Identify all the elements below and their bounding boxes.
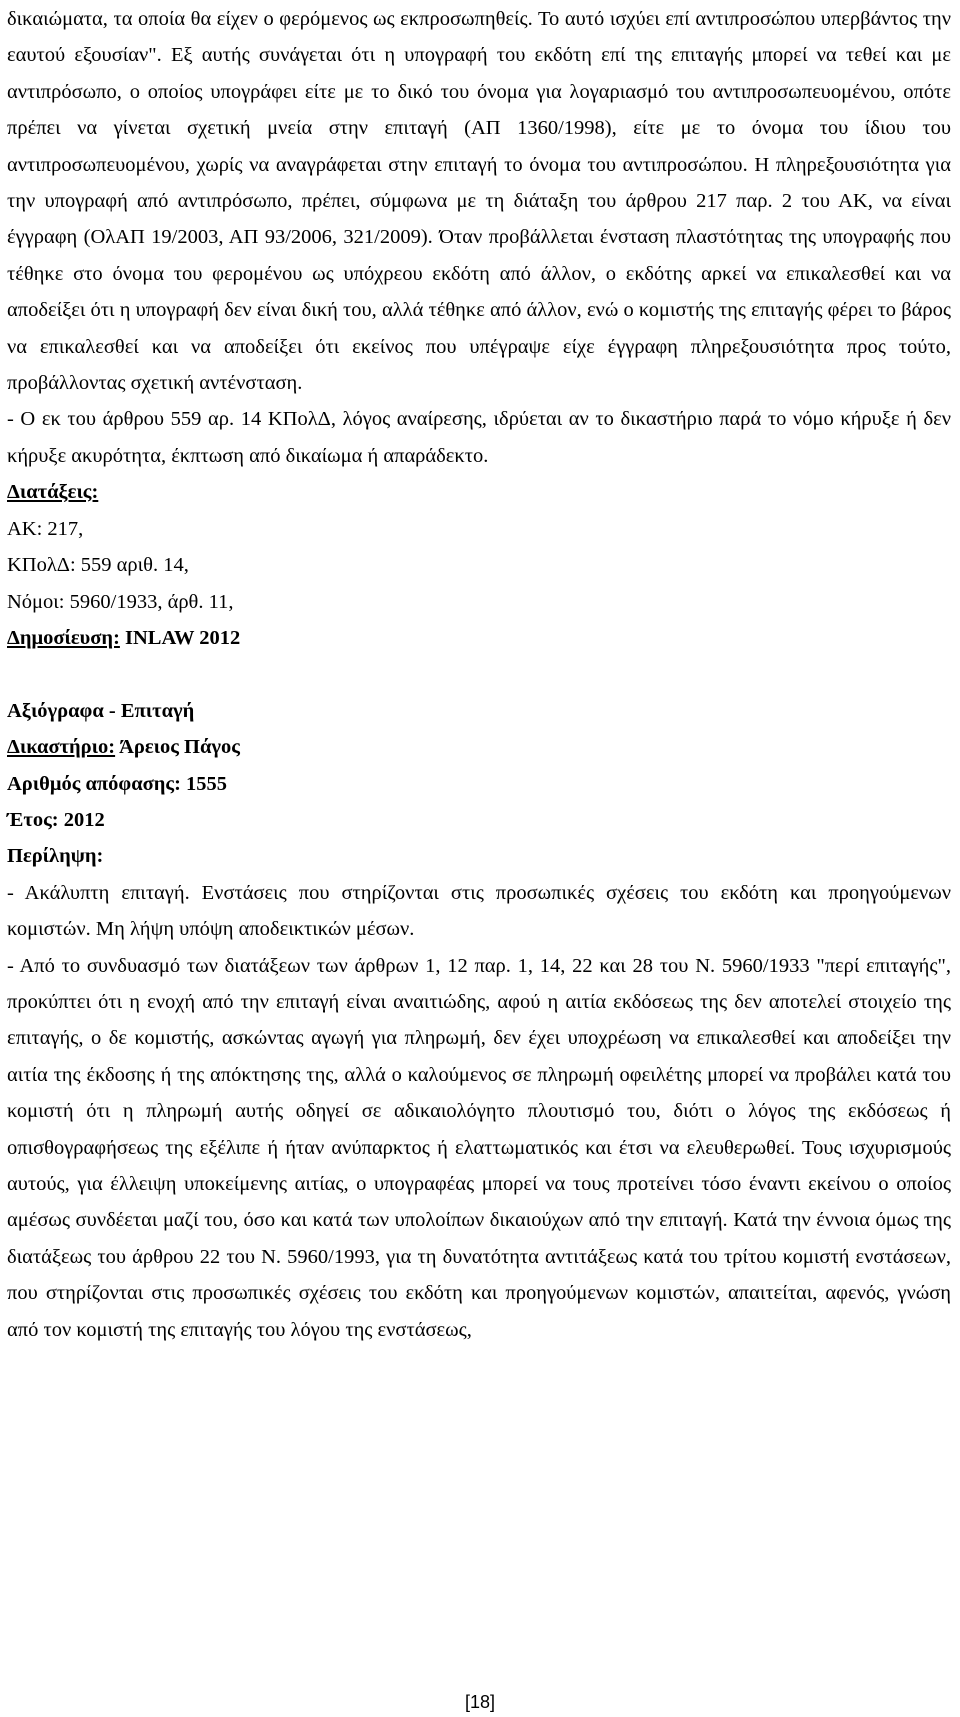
provisions-heading (7, 474, 951, 510)
page-content (7, 1, 951, 1348)
court-line (7, 729, 951, 765)
year-line (7, 802, 951, 838)
year-value: 2012 (58, 808, 105, 831)
page-number: [18] (464, 1692, 496, 1712)
body-paragraph: - Ο εκ του άρθρου 559 αρ. 14 ΚΠολΔ, λόγος αναίρεσης, ιδρύεται αν το δικαστήριο παρά το νόμο κήρυξε ή δεν κήρυξε ακυρότητα, έκπτωση από δικαίωμα ή απαράδεκτο. (7, 408, 951, 467)
summary-heading: Περίληψη: (7, 845, 104, 868)
publication-label: Δημοσίευση: (7, 626, 120, 649)
provision-line: Νόμοι: 5960/1933, άρθ. 11, (7, 590, 234, 613)
court-value: Άρειος Πάγος (115, 736, 240, 759)
publication-line (7, 620, 951, 656)
provision-line: ΚΠολΔ: 559 αριθ. 14, (7, 554, 189, 577)
summary-paragraph: - Ακάλυπτη επιταγή. Ενστάσεις που στηρίζονται στις προσωπικές σχέσεις του εκδότη και προηγούμενων κομιστών. Μη λήψη υπόψη αποδεικτικών μέσων. (7, 881, 951, 941)
summary-paragraph: - Από το συνδυασμό των διατάξεων των άρθρων 1, 12 παρ. 1, 14, 22 και 28 του Ν. 5960/1933 "περί επιταγής", προκύπτει ότι η ενοχή από την επιταγή είναι αναιτιώδης, αφού η αιτία εκδόσεως της δεν αποτελεί στοιχείο της επιταγής, ο δε κομιστής, ασκώντας αγωγή για πληρωμή, δεν έχει υποχρέωση να επικαλεσθεί και αποδείξει την αιτία της έκδοσης ή της απόκτησης της, αλλά ο καλούμενος σε πληρωμή οφειλέτης μπορεί να προβάλει κατά του κομιστή ότι η πληρωμή αυτής οδηγεί σε αδικαιολόγητο πλουτισμό του, διότι ο λόγος της εκδόσεως ή οπισθογραφήσεως της εξέλιπε ή ήταν ανύπαρκτος ή ελαττωματικός και έτσι να ελευθερωθεί. Τους ισχυρισμούς αυτούς, για έλλειψη υποκείμενης αιτίας, ο υπογραφέας μπορεί να τους προτείνει τόσο έναντι εκείνου ο οποίος αμέσως συνδέεται μαζί του, όσο και κατά των υπολοίπων δικαιούχων από την επιταγή. Κατά την έννοια όμως της διατάξεως του άρθρου 22 του Ν. 5960/1993, για τη δυνατότητα αντιτάξεως κατά του τρίτου κομιστή ενστάσεων, που στηρίζονται στις προσωπικές σχέσεις του εκδότη και προηγούμενων κομιστών, απαιτείται, αφενός, γνώση από τον κομιστή της επιταγής του λόγου της ενστάσεως, (7, 954, 951, 1341)
case-title: Αξιόγραφα - Επιταγή (7, 699, 195, 722)
provision-line: ΑΚ: 217, (7, 517, 84, 540)
year-label: Έτος: (7, 808, 59, 831)
blank-line (7, 656, 951, 692)
decision-value: 1555 (180, 772, 228, 795)
decision-label: Αριθμός απόφασης: (7, 772, 181, 795)
publication-value: INLAW 2012 (119, 626, 241, 649)
provisions-label: Διατάξεις: (7, 481, 99, 504)
decision-line (7, 766, 951, 802)
court-label: Δικαστήριο: (7, 736, 116, 759)
body-paragraph: δικαιώματα, τα οποία θα είχεν ο φερόμενος ως εκπροσωπηθείς. Το αυτό ισχύει επί αντιπροσώπου υπερβάντος την εαυτού εξουσίαν". Εξ αυτής συνάγεται ότι η υπογραφή του εκδότη επί της επιταγής μπορεί να τεθεί και με αντιπρόσωπο, ο οποίος υπογράφει είτε με το δικό του όνομα για λογαριασμό του αντιπροσωπευομένου, οπότε πρέπει να γίνεται σχετική μνεία στην επιταγή (ΑΠ 1360/1998), είτε με το όνομα του ίδιου του αντιπροσωπευομένου, χωρίς να αναγράφεται στην επιταγή το όνομα του αντιπροσώπου. Η πληρεξουσιότητα για την υπογραφή από αντιπρόσωπο, πρέπει, σύμφωνα με τη διάταξη του άρθρου 217 παρ. 2 του ΑΚ, να είναι έγγραφη (ΟλΑΠ 19/2003, ΑΠ 93/2006, 321/2009). Όταν προβάλλεται ένσταση πλαστότητας της υπογραφής που τέθηκε στο όνομα του φερομένου ως υπόχρεου εκδότη από άλλον, ο εκδότης αρκεί να επικαλεσθεί και να αποδείξει ότι η υπογραφή δεν είναι δική του, αλλά τέθηκε από άλλον, ενώ ο κομιστής της επιταγής φέρει το βάρος να επικαλεσθεί και να αποδείξει ότι εκείνος που υπέγραψε είχε έγγραφη πληρεξουσιότητα προς τούτο, προβάλλοντας σχετική αντένσταση. (7, 8, 951, 395)
